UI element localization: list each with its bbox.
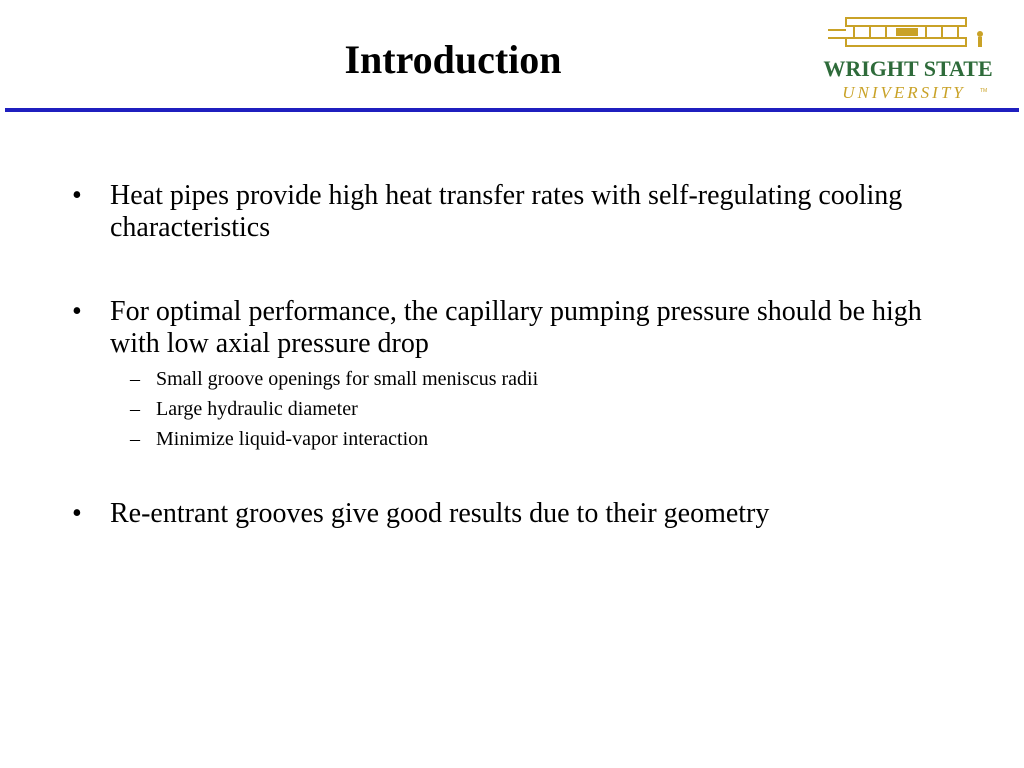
slide-body	[72, 180, 952, 530]
sub-bullet-list	[130, 364, 952, 454]
logo-line-1: WRIGHT STATE	[823, 56, 993, 81]
bullet-marker: •	[72, 296, 82, 327]
sub-bullet-marker: –	[130, 428, 140, 450]
bullet-item	[72, 498, 952, 530]
sub-bullet-item	[130, 424, 952, 454]
sub-bullet-item	[130, 394, 952, 424]
logo-line-2: UNIVERSITY	[842, 83, 966, 102]
bullet-item	[72, 180, 952, 244]
wright-flyer-icon	[808, 12, 1008, 104]
bullet-text: For optimal performance, the capillary pumping pressure should be high with low axial pressure drop	[110, 296, 922, 359]
sub-bullet-text: Large hydraulic diameter	[156, 398, 358, 420]
logo-tm: TM	[980, 88, 988, 94]
bullet-item	[72, 296, 952, 360]
bullet-marker: •	[72, 498, 82, 529]
sub-bullet-text: Small groove openings for small meniscus radii	[156, 368, 539, 390]
bullet-text: Heat pipes provide high heat transfer rates with self-regulating cooling characteristics	[110, 180, 903, 243]
slide-title: Introduction	[344, 37, 562, 82]
sub-bullet-marker: –	[130, 368, 140, 390]
wright-state-logo	[808, 12, 1008, 104]
sub-bullet-text: Minimize liquid-vapor interaction	[156, 428, 429, 450]
title-divider	[5, 108, 1019, 112]
bullet-text: Re-entrant grooves give good results due to their geometry	[110, 498, 770, 529]
bullet-marker: •	[72, 180, 82, 211]
sub-bullet-item	[130, 364, 952, 394]
sub-bullet-marker: –	[130, 398, 140, 420]
